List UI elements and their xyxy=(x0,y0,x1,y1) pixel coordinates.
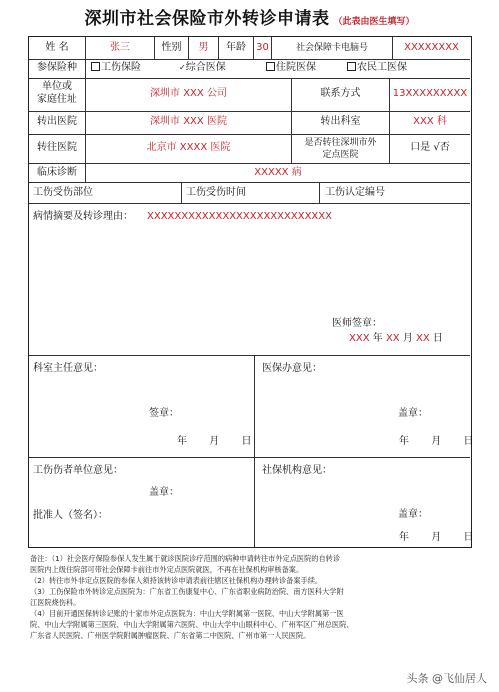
dept-director-seal: 签章： xyxy=(149,408,179,419)
row-divider xyxy=(29,111,470,112)
note-line: 医院内上级住院部可带社会保障卡前往市外定点医院就医，不再在社保机构审核备案。 xyxy=(30,565,304,574)
doctor-sign-date: XXX 年 XX 月 XX 日 xyxy=(349,333,443,344)
insurance-option[interactable]: 农民工医保 xyxy=(347,62,407,74)
dept-director-label: 科室主任意见： xyxy=(33,363,103,374)
employer-seal: 盖章： xyxy=(149,487,179,498)
form-notes xyxy=(30,553,480,641)
card-value: XXXXXXXX xyxy=(404,42,459,53)
out-dept-value: XXX 科 xyxy=(413,116,447,127)
out-hospital-value: 深圳市 XXX 医院 xyxy=(150,116,227,127)
insurance-office-date: 年 月 日 xyxy=(399,436,474,447)
injury-time-label: 工伤受伤时间 xyxy=(186,187,246,198)
contact-value: 13XXXXXXXXX xyxy=(392,88,468,99)
watermark: 头条 @飞仙居人 xyxy=(406,672,487,685)
age-value: 30 xyxy=(256,42,269,53)
row-divider xyxy=(29,355,470,356)
col-divider xyxy=(254,355,255,547)
col-divider xyxy=(85,37,86,182)
note-line: 备注：（1）社会医疗保险参保人发生属于就诊医院诊疗范围的病种申请转往市外定点医院的自转诊 xyxy=(30,554,341,563)
name-label: 姓 名 xyxy=(45,42,69,53)
doctor-sign-label: 医师签章： xyxy=(332,318,382,329)
insurance-label: 参保险种 xyxy=(37,62,77,73)
address-value: 深圳市 XXX 公司 xyxy=(150,88,227,99)
note-line: 院、中山大学附属第三医院、中山大学附属第六医院、中山大学中山眼科中心、广州军区广州总医院、 xyxy=(30,620,354,629)
injury-part-label: 工伤受伤部位 xyxy=(33,187,93,198)
outside-question-2: 定点医院 xyxy=(322,150,359,160)
insurance-option[interactable]: 工伤保险 xyxy=(91,62,141,74)
col-divider xyxy=(181,182,182,203)
ss-agency-seal: 盖章： xyxy=(398,509,428,520)
gender-label: 性别 xyxy=(161,42,182,53)
form-title xyxy=(0,4,499,30)
diagnosis-value: XXXXX 病 xyxy=(254,167,302,178)
dept-director-date: 年 月 日 xyxy=(177,436,252,447)
note-line: 广东省人民医院、广州医学院附属肿瘤医院、广东省第二中医院、广州市第一人民医院。 xyxy=(30,631,311,640)
gender-value: 男 xyxy=(198,42,209,53)
age-label: 年龄 xyxy=(226,42,246,53)
row-divider xyxy=(29,163,470,164)
title-note: （此表由医生填写） xyxy=(333,17,415,27)
insurance-office-seal: 盖章： xyxy=(398,408,428,419)
row-divider xyxy=(29,78,470,79)
note-line: 江医院烧伤科。 xyxy=(30,598,81,607)
approver-label: 批准人（签名）： xyxy=(33,510,108,521)
card-label: 社会保障卡电脑号 xyxy=(295,43,368,53)
outside-answer[interactable]: 口是 √否 xyxy=(410,142,450,153)
out-hospital-label: 转出医院 xyxy=(37,116,77,127)
title-text: 深圳市社会保险市外转诊申请表 xyxy=(84,9,330,29)
check-mark-icon: ✓ xyxy=(179,63,186,72)
outside-question-1: 是否转往深圳市外 xyxy=(304,138,377,148)
insurance-option[interactable]: 住院医保 xyxy=(266,62,316,74)
row-divider xyxy=(29,182,470,183)
reason-value: XXXXXXXXXXXXXXXXXXXXXXXXXXX xyxy=(147,211,332,222)
insurance-office-label: 医保办意见： xyxy=(262,363,322,374)
note-line: （4）目前开通医保转诊记账的十家市外定点医院为：中山大学附属第一医院、中山大学附属第一医 xyxy=(30,609,344,618)
in-hospital-label: 转往医院 xyxy=(37,142,77,153)
col-divider xyxy=(319,182,320,203)
address-label-2: 家庭住址 xyxy=(37,94,77,105)
diagnosis-label: 临床诊断 xyxy=(37,167,77,178)
reason-label: 病情摘要及转诊理由： xyxy=(33,211,133,222)
employer-label: 工伤伤者单位意见： xyxy=(33,465,123,476)
row-divider xyxy=(29,134,470,135)
checkbox-icon xyxy=(347,62,356,71)
row-divider xyxy=(29,203,470,204)
note-line: （2）转往市外非定点医院的参保人须持该转诊申请表前往辖区社保机构办理转诊备案手续。 xyxy=(30,576,323,585)
insurance-option[interactable]: ✓综合医保 xyxy=(179,62,226,73)
transfer-form xyxy=(28,36,472,548)
row-divider xyxy=(29,59,470,60)
contact-label: 联系方式 xyxy=(320,88,361,99)
row-divider xyxy=(29,457,470,458)
checkbox-icon xyxy=(266,62,275,71)
address-label-1: 单位或 xyxy=(42,81,72,92)
name-value: 张三 xyxy=(110,42,130,53)
ss-agency-label: 社保机构意见： xyxy=(262,465,332,476)
checkbox-icon xyxy=(91,62,100,71)
out-dept-label: 转出科室 xyxy=(320,116,361,127)
injury-cert-label: 工伤认定编号 xyxy=(325,187,385,198)
note-line: （3）工伤保险市外转诊定点医院为：广东省工伤康复中心、广东省职业病防治院、南方医科大学附 xyxy=(30,587,344,596)
in-hospital-value: 北京市 XXXX 医院 xyxy=(146,142,231,153)
ss-agency-date: 年 月 日 xyxy=(399,532,474,543)
